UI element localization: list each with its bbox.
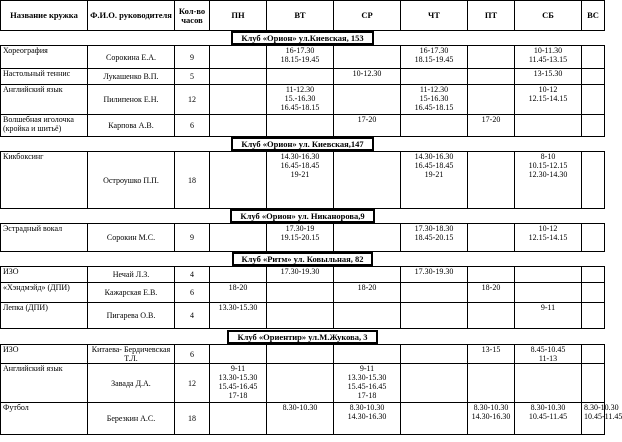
club-title: Клуб «Орион» ул. Киевская,147: [231, 137, 373, 151]
time-cell-fri: [468, 69, 515, 85]
header-name: Название кружка: [1, 1, 88, 31]
time-cell-fri: [468, 345, 515, 364]
section-cell: [1, 209, 605, 224]
hours-cell: 5: [175, 69, 210, 85]
section-row: [1, 329, 605, 345]
time-cell-tue: [267, 403, 334, 435]
time-slot: 13-15: [481, 345, 501, 354]
time-cell-sun: [582, 115, 605, 137]
header-leader: Ф.И.О. руководителя: [88, 1, 175, 31]
schedule-row: [1, 224, 605, 252]
time-cell-fri: [468, 224, 515, 252]
time-cell-mon: [210, 267, 267, 283]
time-cell-wed: [334, 69, 401, 85]
time-slot: 9-11: [230, 364, 246, 373]
header-fri: ПТ: [468, 1, 515, 31]
time-cell-sun: [582, 283, 605, 303]
leader-cell: Пигарева О.В.: [88, 303, 175, 329]
time-slot: 18.15-19.45: [414, 55, 454, 64]
time-cell-wed: [334, 303, 401, 329]
time-cell-fri: [468, 403, 515, 435]
time-cell-mon: [210, 115, 267, 137]
club-name-cell: Хореография: [1, 46, 88, 69]
time-slot: 18-20: [357, 283, 377, 292]
time-cell-mon: [210, 303, 267, 329]
hours-cell: 18: [175, 403, 210, 435]
time-slot: 15.45-16.45: [347, 382, 387, 391]
time-cell-wed: [334, 152, 401, 209]
time-slot: 15-16.30: [419, 94, 449, 103]
time-cell-thu: [401, 364, 468, 403]
club-name-cell: Лепка (ДПИ): [1, 303, 88, 329]
time-slot: 16.45-18.45: [280, 161, 320, 170]
hours-cell: 12: [175, 85, 210, 115]
header-tue: ВТ: [267, 1, 334, 31]
time-slot: 11.45-13.15: [528, 55, 568, 64]
time-slot: 13.30-15.30: [218, 373, 258, 382]
time-cell-mon: [210, 46, 267, 69]
time-slot: 19.15-20.15: [280, 233, 320, 242]
header-row: [1, 1, 605, 31]
time-slot: 16-17.30: [285, 46, 315, 55]
time-cell-wed: [334, 224, 401, 252]
time-cell-wed: [334, 364, 401, 403]
section-cell: [1, 252, 605, 267]
time-slot: 8.45-10.45: [530, 345, 566, 354]
time-slot: 15.45-16.45: [218, 382, 258, 391]
time-slot: 10-12.30: [352, 69, 382, 78]
time-cell-mon: [210, 69, 267, 85]
time-slot: 12.30-14.30: [528, 170, 568, 179]
time-slot: 16.45-18.45: [414, 161, 454, 170]
hours-cell: 4: [175, 303, 210, 329]
time-cell-fri: [468, 267, 515, 283]
time-cell-thu: [401, 152, 468, 209]
time-slot: 11-12.30: [419, 85, 449, 94]
time-cell-sat: [515, 303, 582, 329]
club-name-cell: Английский язык: [1, 85, 88, 115]
club-name-cell: «Хэндмэйд» (ДПИ): [1, 283, 88, 303]
section-row: [1, 137, 605, 152]
time-slot: 19-21: [290, 170, 310, 179]
time-cell-thu: [401, 267, 468, 283]
time-cell-thu: [401, 69, 468, 85]
time-cell-thu: [401, 224, 468, 252]
time-cell-mon: [210, 345, 267, 364]
hours-cell: 6: [175, 345, 210, 364]
time-cell-tue: [267, 267, 334, 283]
time-cell-tue: [267, 69, 334, 85]
time-slot: 13.30-15.30: [347, 373, 387, 382]
time-slot: 8.30-10.30: [530, 403, 566, 412]
section-cell: [1, 137, 605, 152]
time-slot: 10.45-11.45: [584, 412, 622, 421]
time-cell-wed: [334, 283, 401, 303]
time-slot: 17-20: [481, 115, 501, 124]
header-mon: ПН: [210, 1, 267, 31]
time-slot: 9-11: [540, 303, 556, 312]
time-cell-wed: [334, 46, 401, 69]
club-name-cell: Волшебная иголочка (кройка и шитьё): [1, 115, 88, 137]
section-row: [1, 31, 605, 46]
header-thu: ЧТ: [401, 1, 468, 31]
section-cell: [1, 31, 605, 46]
time-slot: 8.30-10.30: [473, 403, 509, 412]
time-slot: 17-20: [357, 115, 377, 124]
hours-cell: 9: [175, 46, 210, 69]
club-title: Клуб «Орион» ул.Киевская, 153: [231, 31, 373, 45]
time-cell-thu: [401, 345, 468, 364]
leader-cell: Карпова А.В.: [88, 115, 175, 137]
time-slot: 13-15.30: [533, 69, 563, 78]
time-cell-thu: [401, 46, 468, 69]
time-cell-wed: [334, 85, 401, 115]
header-sun: ВС: [582, 1, 605, 31]
leader-cell: Остроушко П.П.: [88, 152, 175, 209]
time-cell-mon: [210, 283, 267, 303]
time-cell-wed: [334, 403, 401, 435]
club-title: Клуб «Ориентир» ул.М.Жукова, 3: [227, 330, 377, 344]
time-cell-wed: [334, 115, 401, 137]
time-cell-sat: [515, 69, 582, 85]
time-cell-thu: [401, 115, 468, 137]
time-cell-tue: [267, 152, 334, 209]
leader-cell: Лукашенко В.П.: [88, 69, 175, 85]
hours-cell: 18: [175, 152, 210, 209]
time-cell-sat: [515, 267, 582, 283]
time-cell-sun: [582, 345, 605, 364]
time-cell-tue: [267, 46, 334, 69]
time-cell-mon: [210, 364, 267, 403]
time-cell-mon: [210, 85, 267, 115]
time-cell-sun: [582, 85, 605, 115]
leader-cell: Нечай Л.З.: [88, 267, 175, 283]
time-cell-tue: [267, 345, 334, 364]
time-cell-fri: [468, 283, 515, 303]
time-slot: 17-18: [357, 391, 377, 400]
time-slot: 12.15-14.15: [528, 94, 568, 103]
section-cell: [1, 329, 605, 345]
leader-cell: Березкин А.С.: [88, 403, 175, 435]
club-name-cell: Английский язык: [1, 364, 88, 403]
time-cell-wed: [334, 267, 401, 283]
leader-cell: Кажарская Е.В.: [88, 283, 175, 303]
hours-cell: 4: [175, 267, 210, 283]
time-slot: 17-18: [228, 391, 248, 400]
time-cell-thu: [401, 283, 468, 303]
hours-cell: 6: [175, 115, 210, 137]
schedule-row: [1, 303, 605, 329]
time-cell-tue: [267, 115, 334, 137]
schedule-row: [1, 69, 605, 85]
time-cell-sun: [582, 267, 605, 283]
time-slot: 14.30-16.30: [347, 412, 387, 421]
time-slot: 14.30-16.30: [414, 152, 454, 161]
time-cell-tue: [267, 303, 334, 329]
time-slot: 16.45-18.15: [414, 103, 454, 112]
time-cell-fri: [468, 364, 515, 403]
time-cell-sun: [582, 403, 622, 435]
time-cell-fri: [468, 115, 515, 137]
time-slot: 18.15-19.45: [280, 55, 320, 64]
time-slot: 8.30-10.30: [282, 403, 318, 412]
time-slot: 9-11: [359, 364, 375, 373]
club-name-cell: ИЗО: [1, 345, 88, 364]
time-slot: 8-10: [540, 152, 556, 161]
section-row: [1, 252, 605, 267]
time-cell-thu: [401, 303, 468, 329]
time-cell-fri: [468, 85, 515, 115]
time-cell-sun: [582, 46, 605, 69]
time-slot: 18-20: [481, 283, 501, 292]
time-cell-sun: [582, 224, 605, 252]
time-slot: 10-11.30: [533, 46, 563, 55]
time-cell-sat: [515, 364, 582, 403]
time-slot: 8.30-10.30: [584, 403, 619, 412]
time-slot: 18.45-20.15: [414, 233, 454, 242]
header-wed: СР: [334, 1, 401, 31]
time-cell-mon: [210, 152, 267, 209]
time-slot: 11-12.30: [285, 85, 315, 94]
time-slot: 17.30-19.30: [280, 267, 320, 276]
time-cell-wed: [334, 345, 401, 364]
time-slot: 12.15-14.15: [528, 233, 568, 242]
time-cell-sat: [515, 115, 582, 137]
time-slot: 8.30-10.30: [349, 403, 385, 412]
schedule-row: [1, 85, 605, 115]
time-cell-sat: [515, 283, 582, 303]
schedule-row: [1, 115, 605, 137]
time-cell-thu: [401, 85, 468, 115]
leader-cell: Пилипенок Е.Н.: [88, 85, 175, 115]
time-slot: 17.30-19.30: [414, 267, 454, 276]
time-cell-tue: [267, 85, 334, 115]
time-cell-tue: [267, 224, 334, 252]
leader-cell: Сорокин М.С.: [88, 224, 175, 252]
club-title: Клуб «Ритм» ул. Ковыльная, 82: [232, 252, 374, 266]
time-cell-sun: [582, 364, 605, 403]
time-slot: 10-12: [538, 224, 558, 233]
time-slot: 17.30-18.30: [414, 224, 454, 233]
time-cell-sat: [515, 403, 582, 435]
schedule-row: [1, 267, 605, 283]
time-slot: 15.-16.30: [284, 94, 316, 103]
schedule-row: [1, 345, 605, 364]
leader-cell: Сорокина Е.А.: [88, 46, 175, 69]
time-slot: 10-12: [538, 85, 558, 94]
header-sat: СБ: [515, 1, 582, 31]
time-cell-sat: [515, 46, 582, 69]
club-name-cell: Кикбоксинг: [1, 152, 88, 209]
header-hours: Кол-во часов: [175, 1, 210, 31]
club-name-cell: Эстрадный вокал: [1, 224, 88, 252]
time-slot: 10.45-11.45: [528, 412, 568, 421]
time-cell-mon: [210, 224, 267, 252]
time-cell-sat: [515, 85, 582, 115]
time-slot: 11-13: [538, 354, 558, 363]
hours-cell: 9: [175, 224, 210, 252]
hours-cell: 6: [175, 283, 210, 303]
time-slot: 19-21: [424, 170, 444, 179]
club-name-cell: Футбол: [1, 403, 88, 435]
schedule-row: [1, 364, 605, 403]
time-cell-sun: [582, 152, 605, 209]
time-cell-fri: [468, 152, 515, 209]
time-cell-fri: [468, 303, 515, 329]
club-name-cell: Настольный теннис: [1, 69, 88, 85]
time-slot: 17.30-19: [285, 224, 315, 233]
schedule-row: [1, 46, 605, 69]
time-cell-tue: [267, 283, 334, 303]
time-cell-sat: [515, 152, 582, 209]
schedule-row: [1, 152, 605, 209]
time-cell-sat: [515, 224, 582, 252]
time-slot: 16-17.30: [419, 46, 449, 55]
time-slot: 18-20: [228, 283, 248, 292]
hours-cell: 12: [175, 364, 210, 403]
time-slot: 16.45-18.15: [280, 103, 320, 112]
schedule-row: [1, 283, 605, 303]
club-title: Клуб «Орион» ул. Никанорова,9: [230, 209, 374, 223]
section-row: [1, 209, 605, 224]
time-cell-sun: [582, 69, 605, 85]
time-cell-thu: [401, 403, 468, 435]
club-name-cell: ИЗО: [1, 267, 88, 283]
leader-cell: Завада Д.А.: [88, 364, 175, 403]
time-cell-sun: [582, 303, 605, 329]
leader-cell: Китаева- Бердичевская Т.Л.: [88, 345, 175, 364]
time-cell-sat: [515, 345, 582, 364]
time-slot: 14.30-16.30: [471, 412, 511, 421]
time-cell-tue: [267, 364, 334, 403]
time-slot: 10.15-12.15: [528, 161, 568, 170]
time-cell-mon: [210, 403, 267, 435]
schedule-row: [1, 403, 605, 435]
time-slot: 13.30-15.30: [218, 303, 258, 312]
time-slot: 14.30-16.30: [280, 152, 320, 161]
time-cell-fri: [468, 46, 515, 69]
